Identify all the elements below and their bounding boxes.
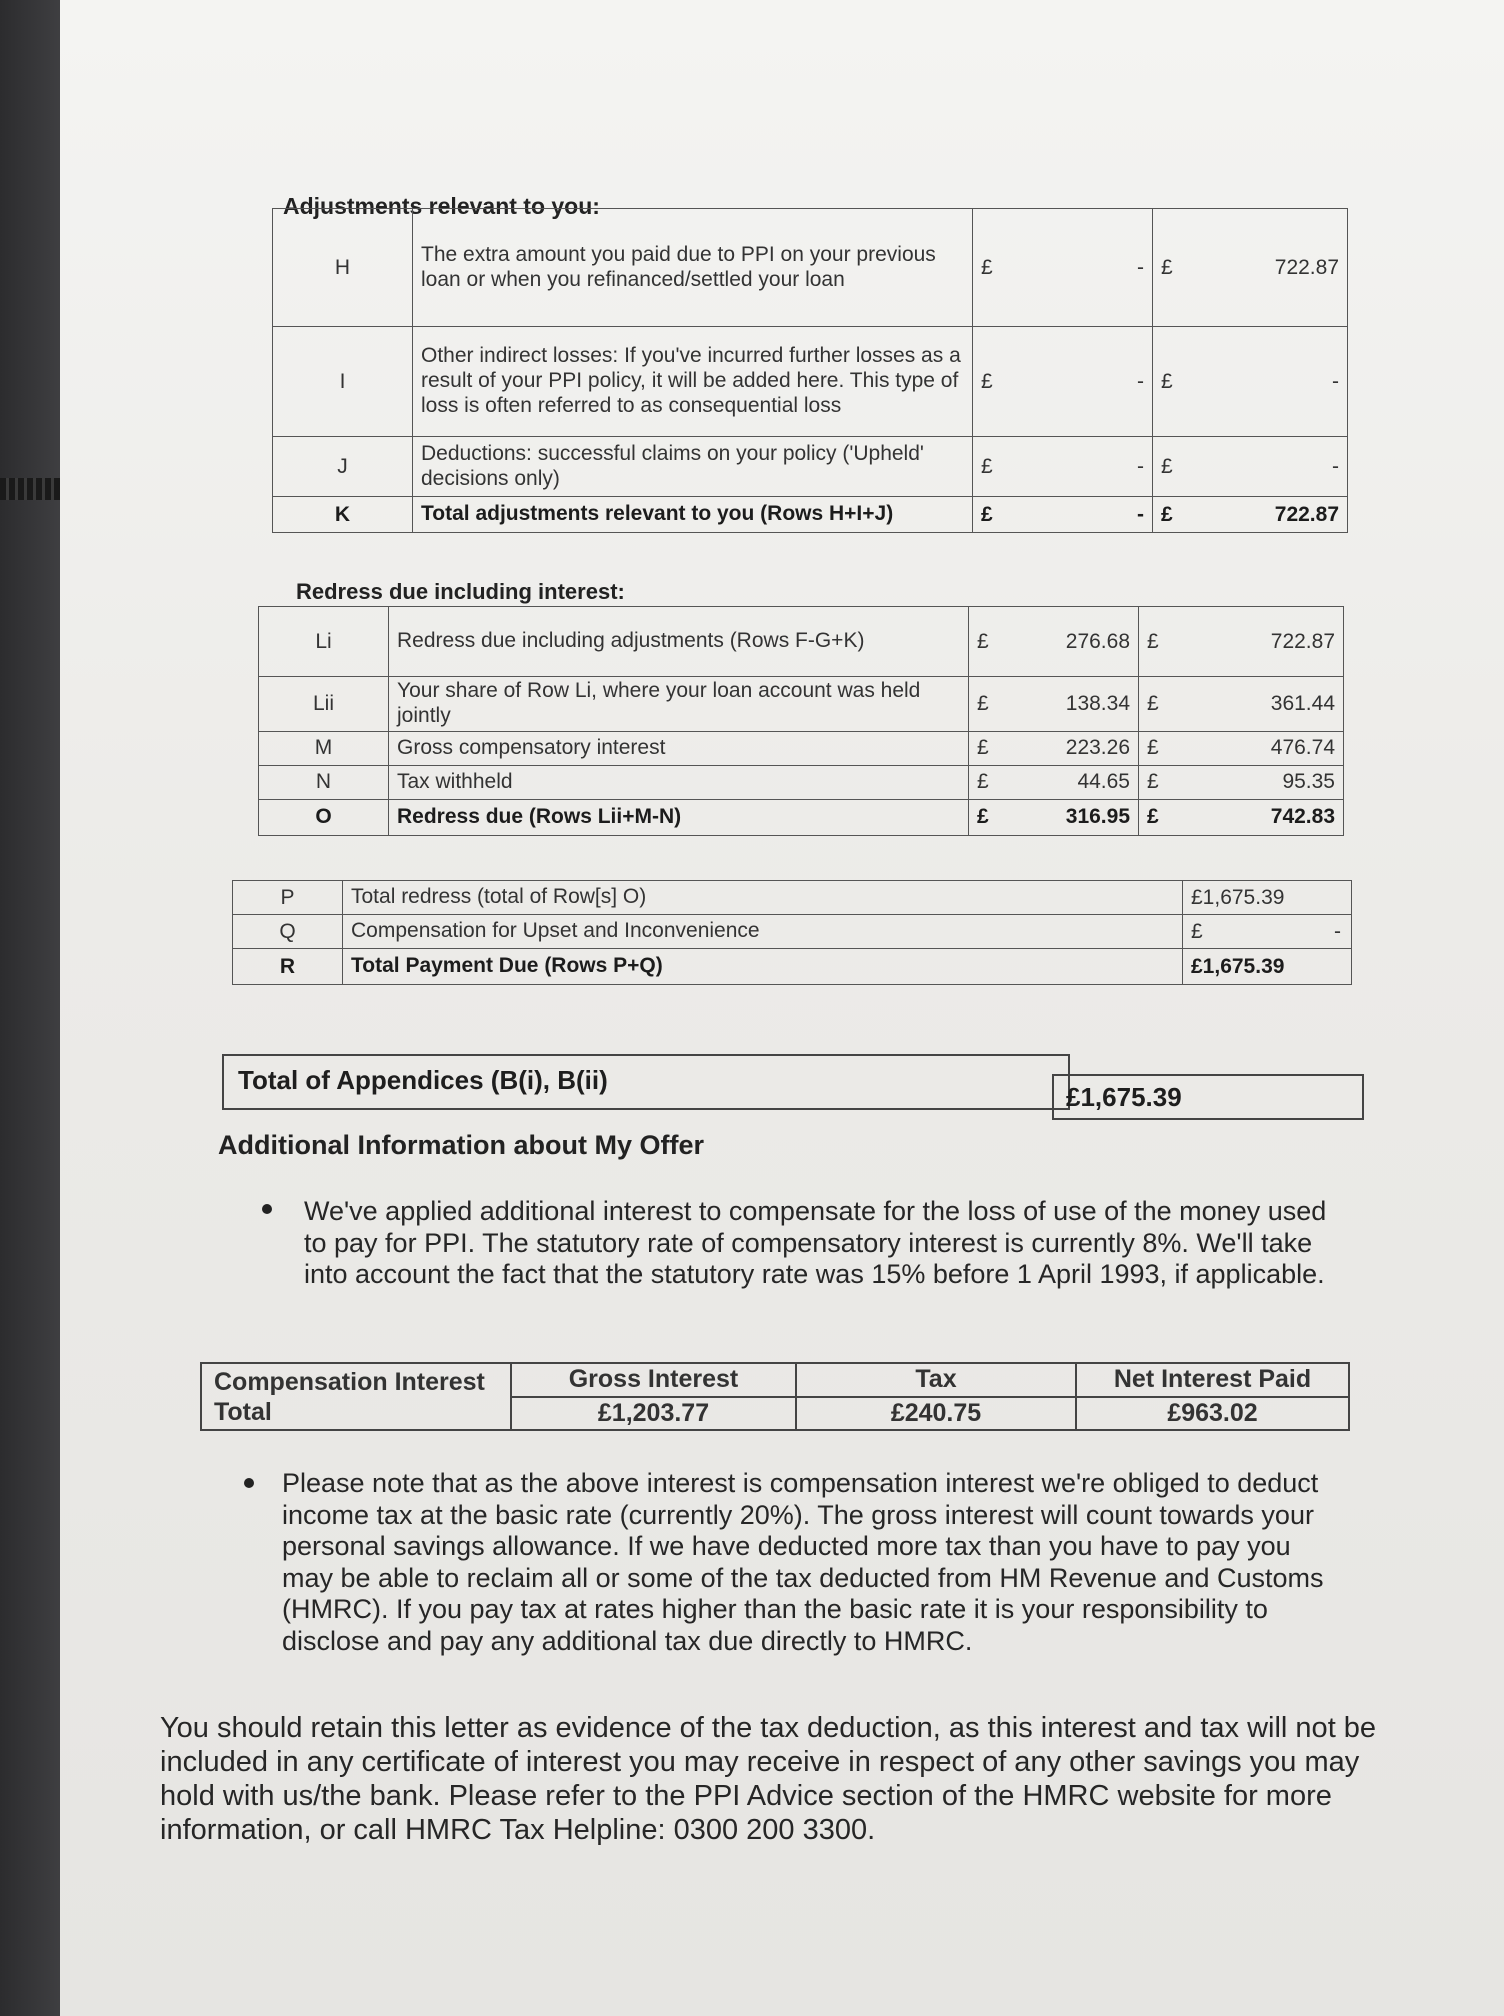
row-value-2: 722.87 xyxy=(1183,497,1348,533)
additional-title: Additional Information about My Offer xyxy=(218,1130,704,1160)
interest-label-line1: Compensation Interest xyxy=(214,1367,485,1396)
row-code: Lii xyxy=(259,677,389,732)
currency-symbol: £ xyxy=(969,731,999,765)
table-row xyxy=(259,607,1344,677)
row-value-2: 95.35 xyxy=(1169,765,1344,799)
row-value-2: 722.87 xyxy=(1183,209,1348,327)
table-row xyxy=(273,497,1348,533)
currency-symbol: £ xyxy=(1139,607,1169,677)
row-value xyxy=(1183,949,1352,985)
totals-table xyxy=(232,880,1352,985)
row-code: Li xyxy=(259,607,389,677)
row-description: Redress due including adjustments (Rows F-G+K) xyxy=(389,607,969,677)
table-row xyxy=(259,799,1344,835)
row-code: O xyxy=(259,799,389,835)
table-row xyxy=(259,731,1344,765)
row-description: Total Payment Due (Rows P+Q) xyxy=(343,949,1183,985)
row-value-2: - xyxy=(1183,437,1348,497)
table-row xyxy=(273,437,1348,497)
interest-label-line2: Total xyxy=(214,1397,272,1426)
table-row xyxy=(201,1363,1349,1397)
table-row xyxy=(233,915,1352,949)
row-description: Total adjustments relevant to you (Rows H+I+J) xyxy=(413,497,973,533)
table-row xyxy=(233,881,1352,915)
row-description: Total redress (total of Row[s] O) xyxy=(343,881,1183,915)
currency-symbol: £ xyxy=(1153,209,1183,327)
appendices-label: Total of Appendices (B(i), B(ii) xyxy=(222,1054,1070,1110)
row-value-2: - xyxy=(1183,327,1348,437)
row-description: Gross compensatory interest xyxy=(389,731,969,765)
currency-symbol: £ xyxy=(1139,677,1169,732)
currency-symbol: £ xyxy=(1153,327,1183,437)
currency-symbol: £ xyxy=(969,765,999,799)
total-value: £1,675.39 xyxy=(1191,954,1285,978)
row-code: M xyxy=(259,731,389,765)
row-value-1: - xyxy=(1003,327,1153,437)
row-description: Deductions: successful claims on your policy ('Upheld' decisions only) xyxy=(413,437,973,497)
interest-label xyxy=(201,1363,511,1430)
table-row xyxy=(273,327,1348,437)
tax-header: Tax xyxy=(796,1363,1076,1397)
row-description: The extra amount you paid due to PPI on your previous loan or when you refinanced/settled your loan xyxy=(413,209,973,327)
appendices-value: £1,675.39 xyxy=(1052,1074,1364,1120)
row-value xyxy=(1183,915,1352,949)
currency-symbol: £ xyxy=(1139,731,1169,765)
bullet-icon xyxy=(244,1478,254,1488)
row-value-1: - xyxy=(1003,209,1153,327)
row-value-1: 276.68 xyxy=(999,607,1139,677)
row-code: P xyxy=(233,881,343,915)
currency-symbol: £ xyxy=(969,799,999,835)
currency-symbol: £ xyxy=(973,209,1003,327)
row-code: R xyxy=(233,949,343,985)
table-row xyxy=(259,677,1344,732)
currency-symbol: £ xyxy=(969,677,999,732)
redress-table xyxy=(258,606,1344,836)
currency-symbol: £ xyxy=(973,327,1003,437)
row-code: N xyxy=(259,765,389,799)
currency-symbol: £ xyxy=(973,437,1003,497)
row-code: Q xyxy=(233,915,343,949)
currency-symbol: £ xyxy=(973,497,1003,533)
row-description: Compensation for Upset and Inconvenience xyxy=(343,915,1183,949)
bullet-icon xyxy=(262,1204,272,1214)
row-value-1: 223.26 xyxy=(999,731,1139,765)
gross-interest-value: £1,203.77 xyxy=(511,1397,796,1431)
tax-note: Please note that as the above interest is compensation interest we're obliged to deduct income tax at the basic rate (currently 20%). The gross interest will count towards your personal savings allowance. If we have deducted more tax than you have to pay you may be able to reclaim all or some of the tax deducted from HM Revenue and Customs (HMRC). If you pay tax at rates higher than the basic rate it is your responsibility to disclose and pay any additional tax due directly to HMRC. xyxy=(282,1468,1324,1656)
additional-bullet-1: We've applied additional interest to compensate for the loss of use of the money used to pay for PPI. The statutory rate of compensatory interest is currently 8%. We'll take into account the fact that the statutory rate was 15% before 1 April 1993, if applicable. xyxy=(304,1196,1327,1290)
row-value-1: 316.95 xyxy=(999,799,1139,835)
adjustments-table xyxy=(272,208,1348,533)
currency-symbol: £ xyxy=(1153,497,1183,533)
row-code: K xyxy=(273,497,413,533)
total-value: - xyxy=(1334,919,1341,943)
row-code: H xyxy=(273,209,413,327)
row-value-1: - xyxy=(1003,497,1153,533)
gross-interest-header: Gross Interest xyxy=(511,1363,796,1397)
row-value-2: 742.83 xyxy=(1169,799,1344,835)
row-value-2: 476.74 xyxy=(1169,731,1344,765)
total-value: £1,675.39 xyxy=(1191,885,1285,909)
currency-symbol: £ xyxy=(1139,765,1169,799)
row-code: I xyxy=(273,327,413,437)
row-value-1: 44.65 xyxy=(999,765,1139,799)
net-interest-value: £963.02 xyxy=(1076,1397,1349,1431)
row-value-2: 722.87 xyxy=(1169,607,1344,677)
row-description: Tax withheld xyxy=(389,765,969,799)
row-description: Your share of Row Li, where your loan account was held jointly xyxy=(389,677,969,732)
row-value-1: - xyxy=(1003,437,1153,497)
table-row xyxy=(233,949,1352,985)
table-row xyxy=(273,209,1348,327)
redress-title: Redress due including interest: xyxy=(296,579,625,604)
row-code: J xyxy=(273,437,413,497)
row-value xyxy=(1183,881,1352,915)
currency-symbol: £ xyxy=(969,607,999,677)
row-value-2: 361.44 xyxy=(1169,677,1344,732)
table-row xyxy=(259,765,1344,799)
currency-symbol: £ xyxy=(1153,437,1183,497)
row-description: Redress due (Rows Lii+M-N) xyxy=(389,799,969,835)
tax-value: £240.75 xyxy=(796,1397,1076,1431)
adjustments-title: Adjustments relevant to you: xyxy=(283,193,600,219)
interest-table xyxy=(200,1362,1350,1431)
row-value-1: 138.34 xyxy=(999,677,1139,732)
row-description: Other indirect losses: If you've incurred further losses as a result of your PPI policy, it will be added here. This type of loss is often referred to as consequential loss xyxy=(413,327,973,437)
net-interest-header: Net Interest Paid xyxy=(1076,1363,1349,1397)
currency-symbol: £ xyxy=(1191,919,1203,943)
currency-symbol: £ xyxy=(1139,799,1169,835)
retain-letter-note: You should retain this letter as evidence of the tax deduction, as this interest and tax will not be included in any certificate of interest you may receive in respect of any other savings you may hold with us/the bank. Please refer to the PPI Advice section of the HMRC website for more information, or call HMRC Tax Helpline: 0300 200 3300. xyxy=(160,1712,1377,1846)
